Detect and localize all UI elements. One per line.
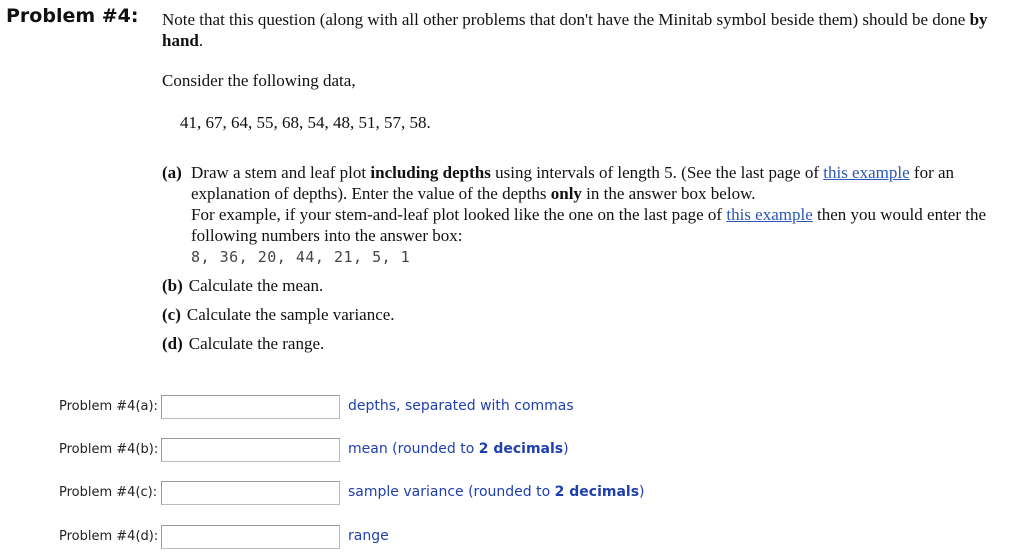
- part-c: [162, 304, 1012, 325]
- intro-note: [162, 9, 1014, 51]
- question-parts: [162, 162, 1012, 354]
- answer-hint-d: [348, 528, 389, 544]
- answer-row-b: [0, 438, 1024, 462]
- intro-bold: by hand: [162, 10, 988, 50]
- example-link-1[interactable]: this example: [823, 163, 910, 182]
- part-a-bold-depths: including depths: [370, 163, 491, 182]
- hint-text: ): [639, 484, 645, 500]
- part-a-label: (a): [162, 163, 182, 182]
- part-c-text: Calculate the sample variance.: [186, 305, 395, 324]
- consider-text: Consider the following data,: [162, 71, 356, 90]
- problem-heading: Problem #4:: [6, 5, 139, 27]
- answer-label-a: Problem #4(a):: [59, 399, 158, 414]
- part-a-text: then you would enter the following numbers into the answer box:: [191, 205, 987, 245]
- part-a: [162, 162, 1012, 268]
- answer-input-b[interactable]: [161, 438, 340, 462]
- intro-period: .: [198, 31, 204, 50]
- part-a-text: for an explanation of depths). Enter the value of the depths: [191, 163, 955, 203]
- part-a-text: For example, if your stem-and-leaf plot looked like the one on the last page of: [191, 205, 727, 224]
- hint-text: ): [563, 441, 569, 457]
- answer-row-a: [0, 395, 1024, 419]
- part-a-text: Draw a stem and leaf plot: [191, 163, 371, 182]
- part-d: [162, 333, 1012, 354]
- part-b: [162, 275, 1012, 296]
- part-a-bold-only: only: [550, 184, 582, 203]
- hint-text: depths, separated with commas: [348, 398, 574, 414]
- part-d-label: (d): [162, 334, 183, 353]
- answer-label-b: Problem #4(b):: [59, 442, 159, 457]
- part-d-text: Calculate the range.: [188, 334, 325, 353]
- data-values: 41, 67, 64, 55, 68, 54, 48, 51, 57, 58.: [180, 113, 431, 132]
- answer-input-c[interactable]: [161, 481, 340, 505]
- example-depths: 8, 36, 20, 44, 21, 5, 1: [191, 248, 411, 266]
- answer-hint-a: [348, 398, 574, 414]
- part-c-label: (c): [162, 305, 181, 324]
- example-link-2[interactable]: this example: [726, 205, 813, 224]
- answer-row-c: [0, 481, 1024, 505]
- part-a-body: [191, 162, 1012, 268]
- hint-text: mean (rounded to: [348, 441, 479, 457]
- answer-input-d[interactable]: [161, 525, 340, 549]
- hint-bold: 2 decimals: [554, 484, 640, 500]
- hint-text: range: [348, 528, 389, 544]
- intro-text: Note that this question (along with all other problems that don't have the Minitab symbol beside them) should be done: [162, 10, 970, 29]
- hint-text: sample variance (rounded to: [348, 484, 555, 500]
- answer-hint-c: [348, 484, 645, 500]
- part-a-text: in the answer box below.: [581, 184, 756, 203]
- part-b-label: (b): [162, 276, 183, 295]
- answer-label-c: Problem #4(c):: [59, 485, 158, 500]
- hint-bold: 2 decimals: [478, 441, 564, 457]
- answer-hint-b: [348, 441, 569, 457]
- answer-input-a[interactable]: [161, 395, 340, 419]
- part-a-text: using intervals of length 5. (See the last page of: [490, 163, 824, 182]
- answer-row-d: [0, 525, 1024, 549]
- part-b-text: Calculate the mean.: [188, 276, 324, 295]
- answer-label-d: Problem #4(d):: [59, 529, 159, 544]
